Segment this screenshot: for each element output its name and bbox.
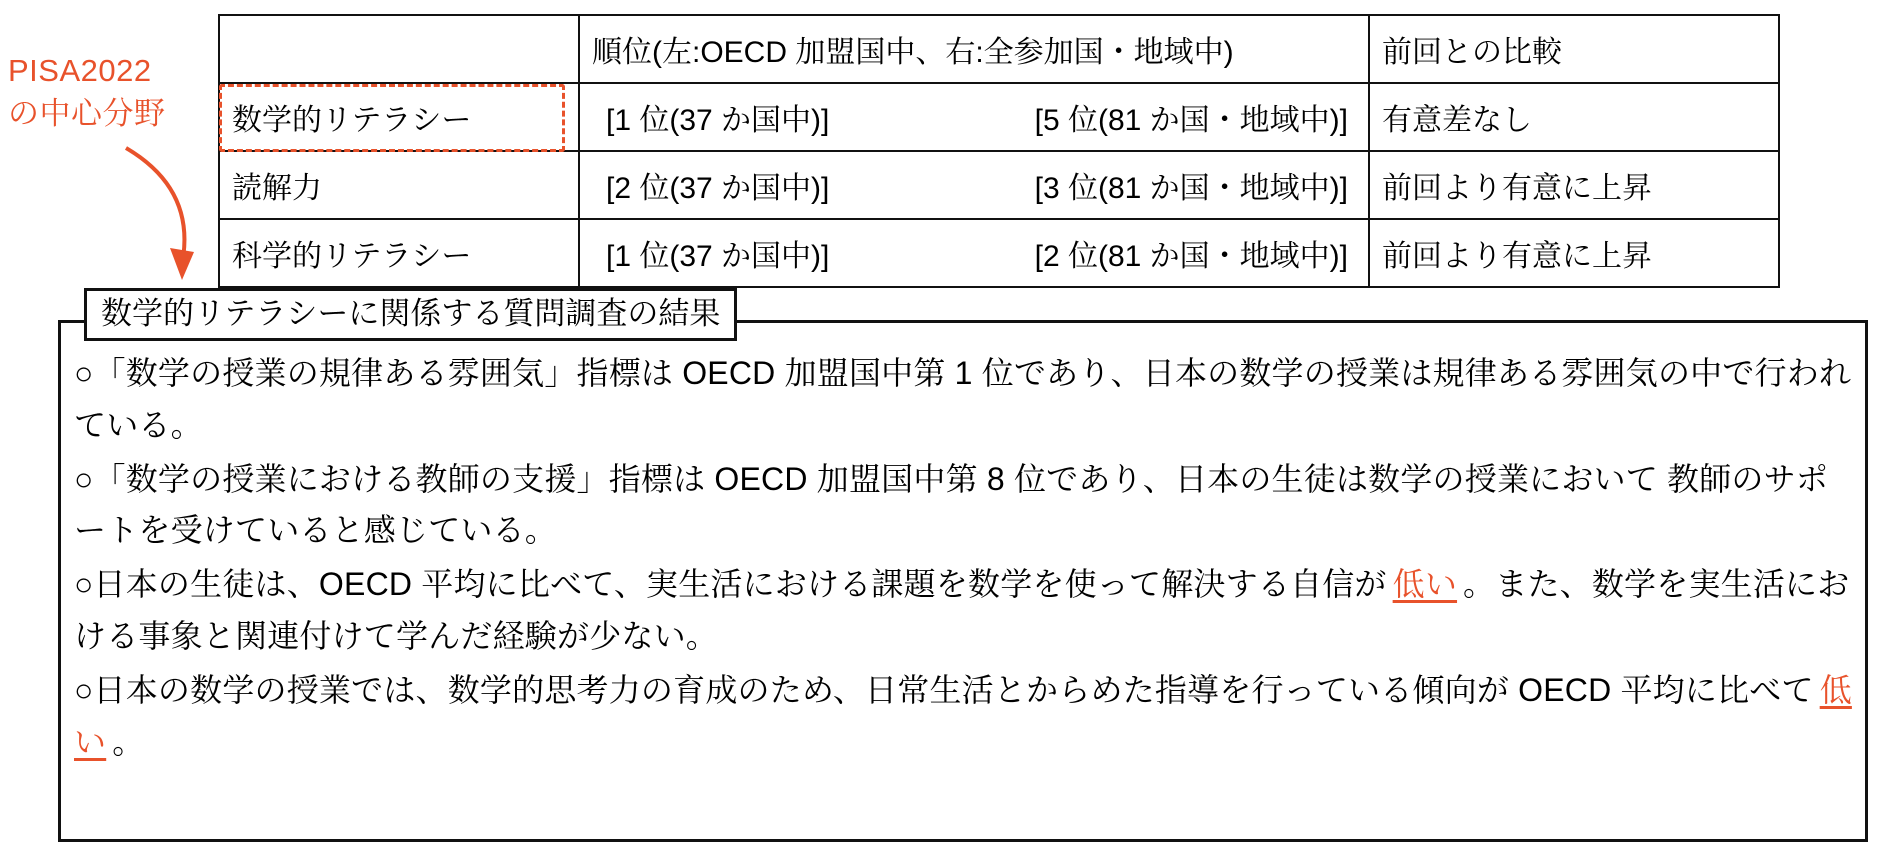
table-cell-compare: 有意差なし (1369, 83, 1779, 151)
table-header-blank (219, 15, 579, 83)
pisa-annotation (8, 50, 218, 136)
survey-bullet-4-part-b: 。 (112, 723, 145, 760)
table-cell-rank (579, 83, 1369, 151)
table-cell-rank-all: [2 位(81 か国・地域中)] (1034, 240, 1348, 273)
pisa-annotation-line-1: PISA2022 (8, 53, 152, 88)
table-cell-rank (579, 151, 1369, 219)
table-cell-subject: 数学的リテラシー (219, 83, 579, 151)
table-header-compare: 前回との比較 (1369, 15, 1779, 83)
table-cell-rank-oecd: [2 位(37 か国中)] (606, 172, 830, 205)
table-cell-subject: 読解力 (219, 151, 579, 219)
table-cell-rank (579, 219, 1369, 287)
survey-bullet-3-highlight: 低い (1392, 566, 1458, 603)
survey-bullet-4-part-a: ○日本の数学の授業では、数学的思考力の育成のため、日常生活とからめた指導を行っている傾向が OECD 平均に比べて (74, 671, 1814, 708)
table-cell-rank-all: [5 位(81 か国・地域中)] (1034, 104, 1348, 137)
survey-bullet-4 (74, 665, 1854, 769)
survey-result-box-body (74, 348, 1854, 771)
table-cell-rank-oecd: [1 位(37 か国中)] (606, 104, 830, 137)
pisa-annotation-line-2: の中心分野 (8, 95, 166, 131)
survey-bullet-3-part-b: 。また、数学を実生活における事象と関連付けて学んだ経験が少ない。 (74, 566, 1850, 655)
survey-bullet-1: ○「数学の授業の規律ある雰囲気」指標は OECD 加盟国中第 1 位であり、日本の数学の授業は規律ある雰囲気の中で行われている。 (74, 355, 1852, 443)
survey-bullet-2: ○「数学の授業における教師の支援」指標は OECD 加盟国中第 8 位であり、日本の生徒は数学の授業において 教師のサポートを受けていると感じている。 (74, 460, 1829, 549)
survey-bullet-3 (74, 559, 1854, 663)
table-cell-compare: 前回より有意に上昇 (1369, 219, 1779, 287)
table-header-rank: 順位(左:OECD 加盟国中、右:全参加国・地域中) (579, 15, 1369, 83)
survey-bullet-4-highlight: 低い (74, 671, 1852, 760)
table-row (219, 151, 1779, 219)
table-row (219, 83, 1779, 151)
table-cell-compare: 前回より有意に上昇 (1369, 151, 1779, 219)
survey-result-box-title: 数学的リテラシーに関係する質問調査の結果 (84, 288, 737, 341)
table-cell-subject: 科学的リテラシー (219, 219, 579, 287)
table-header-row (219, 15, 1779, 83)
table-cell-rank-all: [3 位(81 か国・地域中)] (1034, 172, 1348, 205)
pisa-results-table (218, 14, 1780, 288)
survey-bullet-3-part-a: ○日本の生徒は、OECD 平均に比べて、実生活における課題を数学を使って解決する自信が (74, 566, 1387, 603)
table-cell-rank-oecd: [1 位(37 か国中)] (606, 240, 830, 273)
pisa-results-table-wrapper (218, 14, 1778, 288)
table-row (219, 219, 1779, 287)
